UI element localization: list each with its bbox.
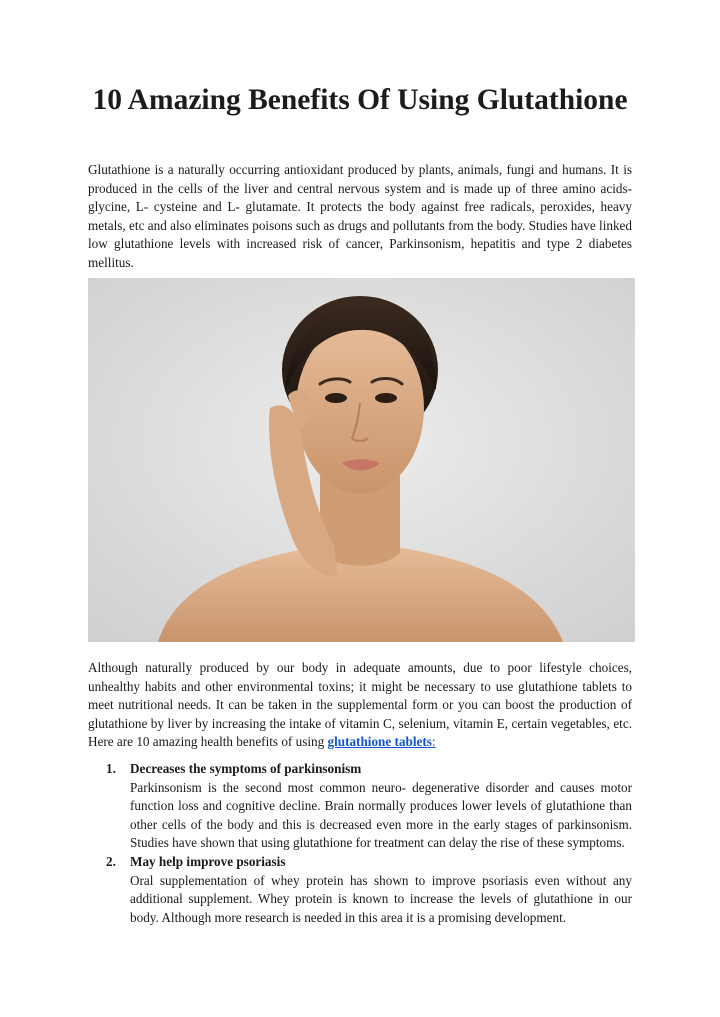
benefits-list — [88, 760, 632, 927]
list-item-number: 2. — [106, 853, 116, 869]
page-title: 10 Amazing Benefits Of Using Glutathione — [92, 84, 628, 116]
benefits-intro-text: Although naturally produced by our body in adequate amounts, due to poor lifestyle choices, unhealthy habits and other environmental toxins; it might be necessary to use glutathione tablets to meet nutritional needs. It can be taken in the supplemental form or you can boost the production of glutathione by liver by increasing the intake of vitamin C, selenium, vitamin E, certain vegetables, etc. Here are 10 amazing health benefits of using — [88, 660, 632, 750]
list-item — [88, 760, 632, 853]
list-item-title: Decreases the symptoms of parkinsonism — [130, 761, 362, 776]
list-item-body: Parkinsonism is the second most common neuro- degenerative disorder and causes motor function loss and cognitive decline. Brain normally produces lower levels of glutathione than other cells of the body and this is decreased even more in the early stages of parkinsonism. Studies have shown that using glutathione for treatment can delay the rise of these symptoms. — [130, 779, 632, 851]
woman-portrait-photo — [88, 278, 635, 642]
link-suffix: : — [431, 734, 436, 750]
intro-paragraph: Glutathione is a naturally occurring antioxidant produced by plants, animals, fungi and humans. It is produced in the cells of the liver and central nervous system and is made up of three amino acids- glycine, L- cysteine and L- glutamate. It protects the body against free radicals, peroxides, heavy metals, etc and also eliminates poisons such as drugs and pollutants from the body. Studies have linked low glutathione levels with increased risk of cancer, Parkinsonism, hepatitis and type 2 diabetes mellitus. — [88, 162, 632, 270]
list-item-title: May help improve psoriasis — [130, 853, 286, 869]
list-item — [88, 853, 632, 927]
benefits-intro-paragraph — [88, 659, 632, 752]
list-item-body: Oral supplementation of whey protein has shown to improve psoriasis even without any additional supplement. Whey protein is known to increase the levels of glutathione in our body. Although more research is needed in this area it is a promising development. — [130, 872, 632, 925]
glutathione-tablets-link[interactable]: glutathione tablets — [327, 734, 432, 750]
list-item-number: 1. — [106, 761, 116, 776]
